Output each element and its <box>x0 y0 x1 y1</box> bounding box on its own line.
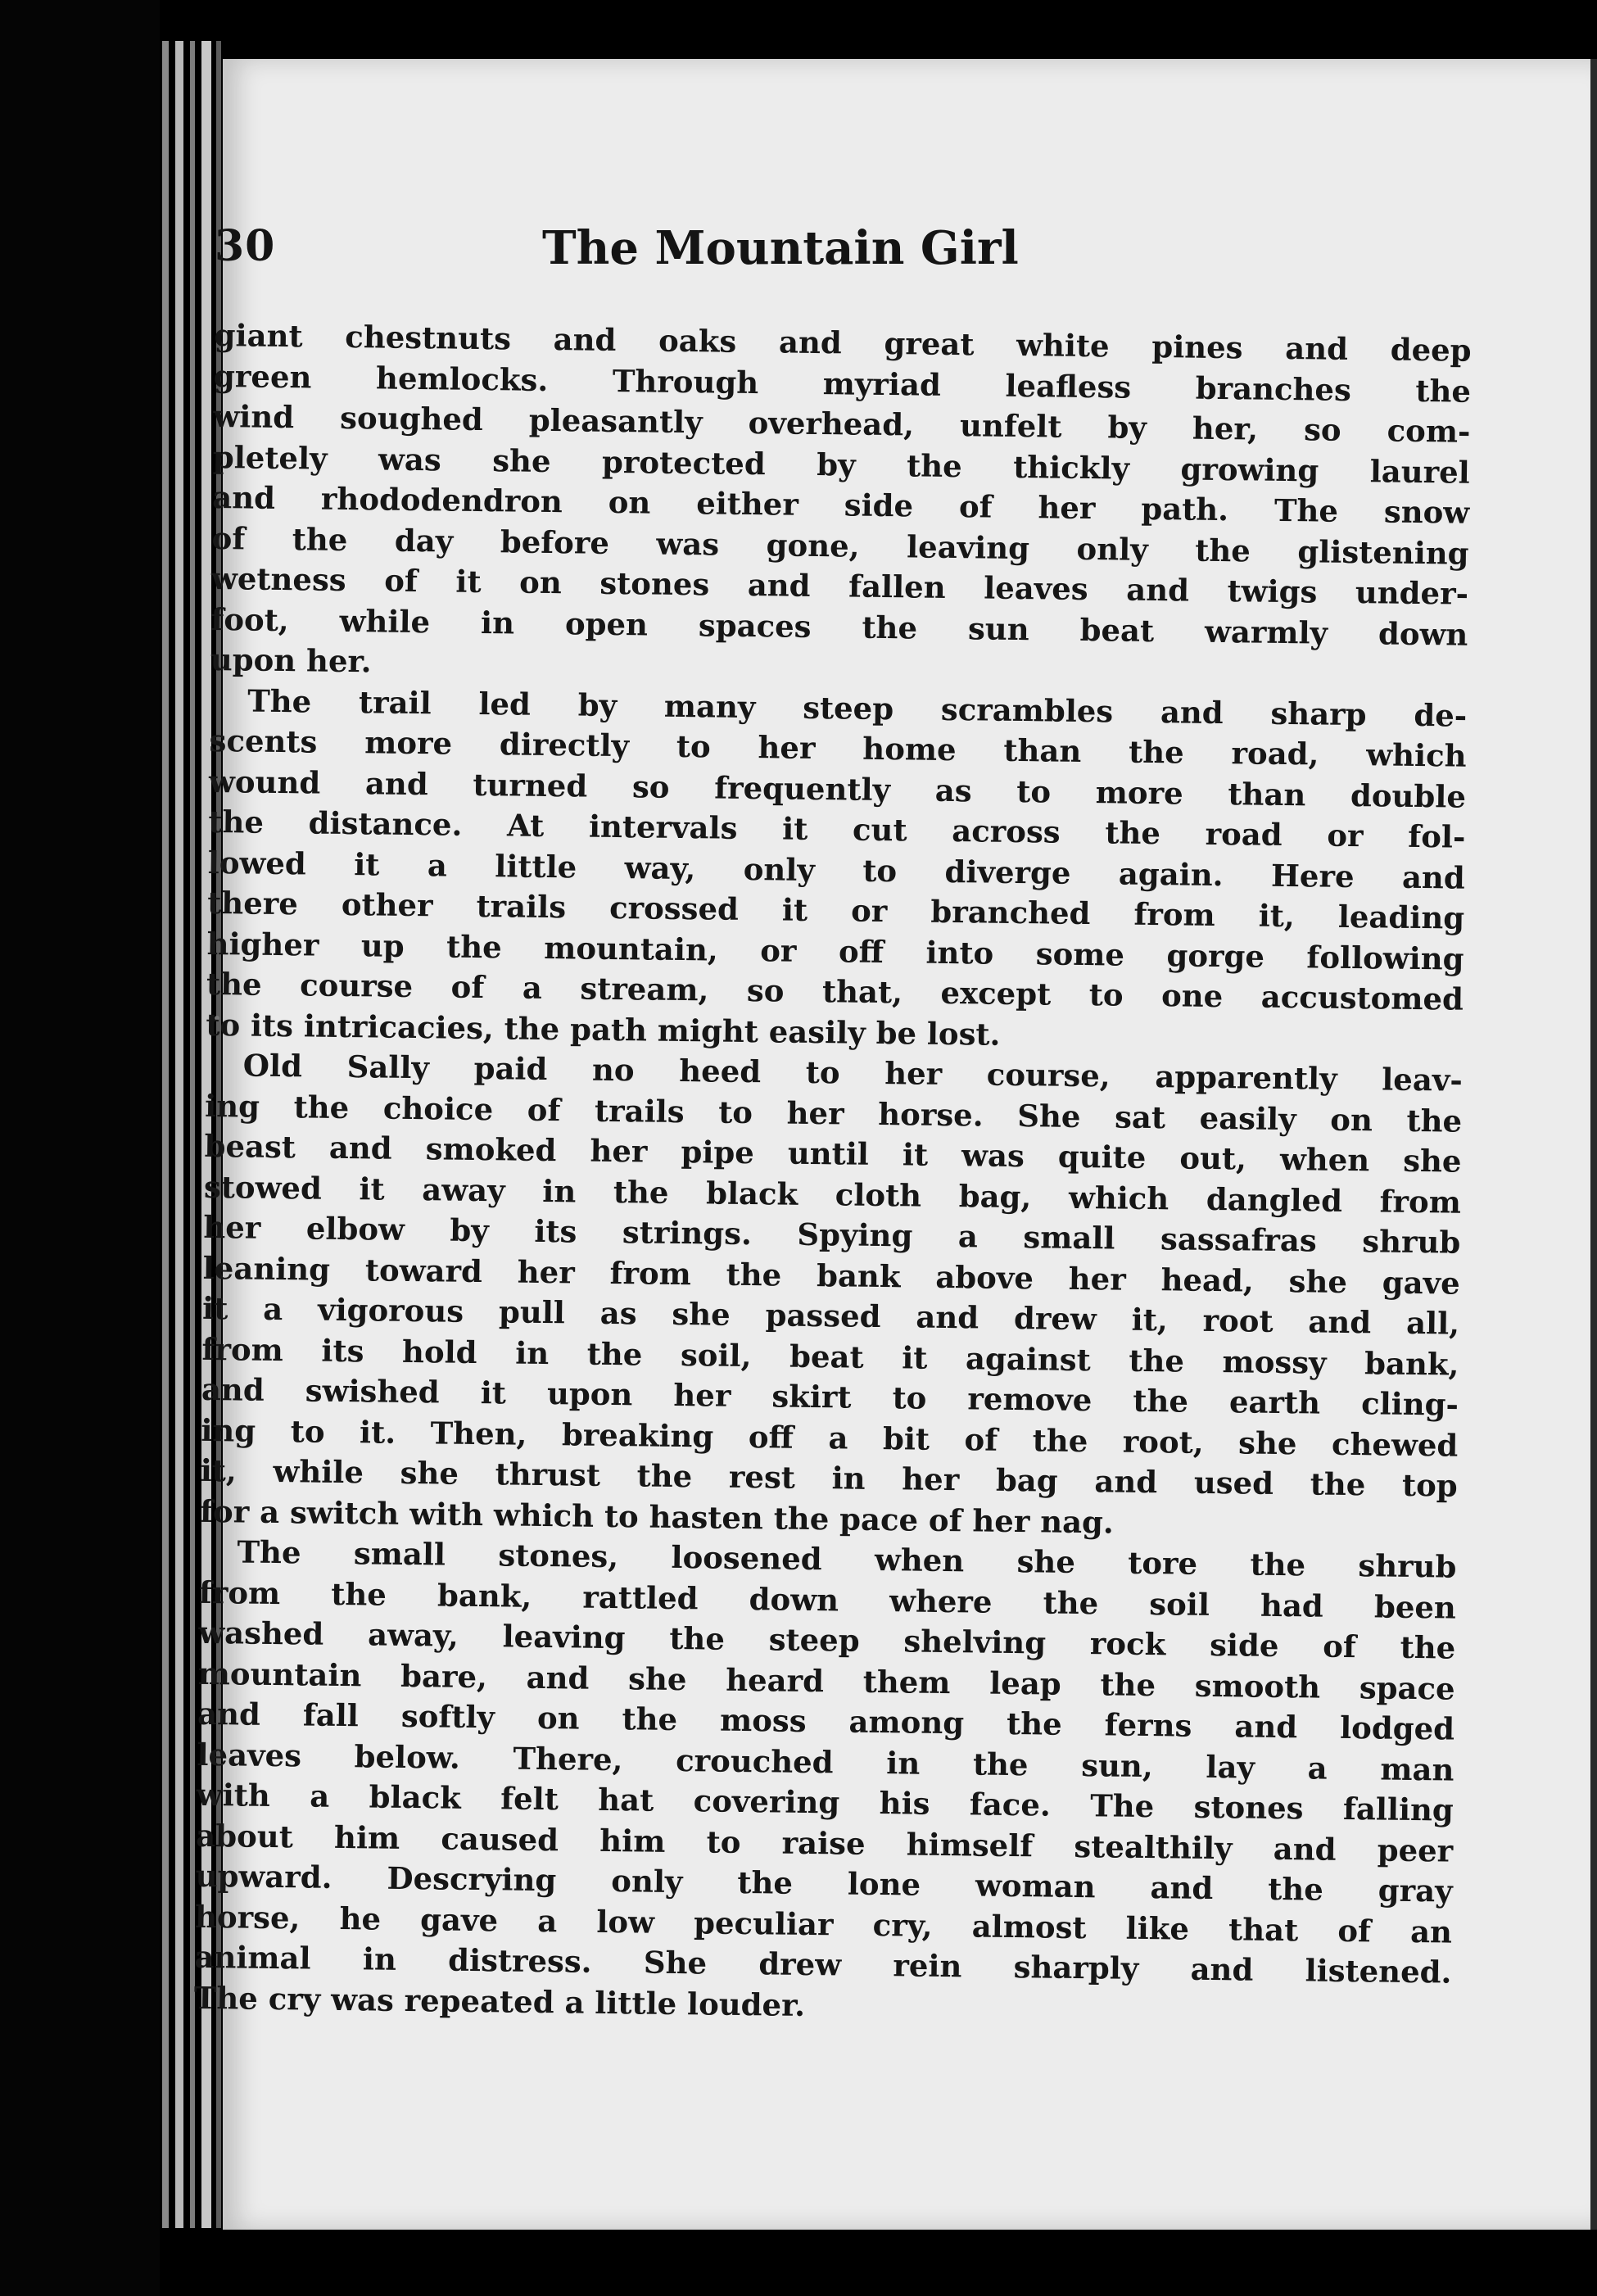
text-line: and fall softly on the moss among the ferns and lodged <box>197 1695 1455 1747</box>
text-line: animal in distress. She drew rein sharply and listened. <box>194 1938 1452 1990</box>
text-line: giant chestnuts and oaks and great white pines and deep <box>214 316 1472 369</box>
text-line: Old Sally paid no heed to her course, apparently leav- <box>242 1047 1463 1098</box>
text-line: the course of a stream, so that, except to one accustomed <box>206 965 1464 1017</box>
text-line: it, while she thrust the rest in her bag and used the top <box>200 1451 1458 1504</box>
book-binding <box>0 0 160 2296</box>
binding-stripe <box>175 41 183 2228</box>
text-line: of the day before was gone, leaving only the glistening <box>211 519 1469 572</box>
text-line: about him caused him to raise himself stealthily and peer <box>196 1817 1454 1869</box>
text-line: for a switch with which to hasten the pace of her nag. <box>199 1492 1115 1541</box>
text-line: the distance. At intervals it cut across the road or fol- <box>208 803 1466 855</box>
text-line: foot, while in open spaces the sun beat warmly down <box>210 600 1468 653</box>
text-line: pletely was she protected by the thickly growing laurel <box>212 438 1471 491</box>
text-line: stowed it away in the black cloth bag, which dangled from <box>203 1168 1462 1220</box>
text-line: and swished it upon her skirt to remove the earth cling- <box>201 1370 1459 1423</box>
text-line: green hemlocks. Through myriad leafless branches the <box>213 357 1472 410</box>
text-line: upward. Descrying only the lone woman and the gray <box>195 1857 1453 1909</box>
text-line: The small stones, loosened when she tore the shrub <box>237 1533 1457 1585</box>
text-line: ing the choice of trails to her horse. She sat easily on the <box>204 1087 1463 1139</box>
text-line: wind soughed pleasantly overhead, unfelt by her, so com- <box>213 397 1471 450</box>
text-line: leaves below. There, crouched in the sun, lay a man <box>197 1736 1454 1788</box>
text-line: her elbow by its strings. Spying a small sassafras shrub <box>203 1208 1461 1261</box>
text-line: The cry was repeated a little louder. <box>193 1979 806 2023</box>
text-line: ing to it. Then, breaking off a bit of the root, she chewed <box>201 1411 1459 1464</box>
text-line: and rhododendron on either side of her path. The snow <box>212 478 1470 531</box>
text-line: washed away, leaving the steep shelving rock side of the <box>198 1614 1456 1666</box>
text-line: mountain bare, and she heard them leap the smooth space <box>197 1655 1455 1707</box>
page-header <box>215 164 1304 279</box>
text-line: there other trails crossed it or branched from it, leading <box>206 884 1465 936</box>
text-line: upon her. <box>210 641 372 680</box>
running-title: The Mountain Girl <box>542 221 1019 275</box>
text-line: scents more directly to her home than the road, which <box>209 722 1467 774</box>
text-line: from the bank, rattled down where the soil had been <box>198 1574 1457 1626</box>
text-line: wetness of it on stones and fallen leaves and twigs under- <box>210 559 1469 612</box>
body-text <box>194 315 1472 2034</box>
text-line: wound and turned so frequently as to more than double <box>208 763 1467 815</box>
page-edge <box>1590 59 1597 2230</box>
text-line: it a vigorous pull as she passed and drew it, root and all, <box>201 1289 1460 1342</box>
text-line: with a black felt hat covering his face. The stones falling <box>196 1776 1454 1828</box>
text-line: to its intricacies, the path might easily be lost. <box>206 1006 1001 1053</box>
text-line: The trail led by many steep scrambles and sharp de- <box>247 682 1468 734</box>
text-line: from its hold in the soil, beat it against the mossy bank, <box>201 1330 1459 1383</box>
text-line: lowed it a little way, only to diverge again. Here and <box>207 844 1465 896</box>
binding-stripe <box>190 41 195 2228</box>
text-line: higher up the mountain, or off into some gorge following <box>206 925 1464 977</box>
binding-stripe <box>162 41 169 2228</box>
text-line: horse, he gave a low peculiar cry, almost like that of an <box>194 1898 1453 1950</box>
text-line: beast and smoked her pipe until it was quite out, when she <box>204 1127 1462 1180</box>
page-number: 30 <box>215 221 276 271</box>
text-line: leaning toward her from the bank above her head, she gave <box>202 1249 1460 1302</box>
